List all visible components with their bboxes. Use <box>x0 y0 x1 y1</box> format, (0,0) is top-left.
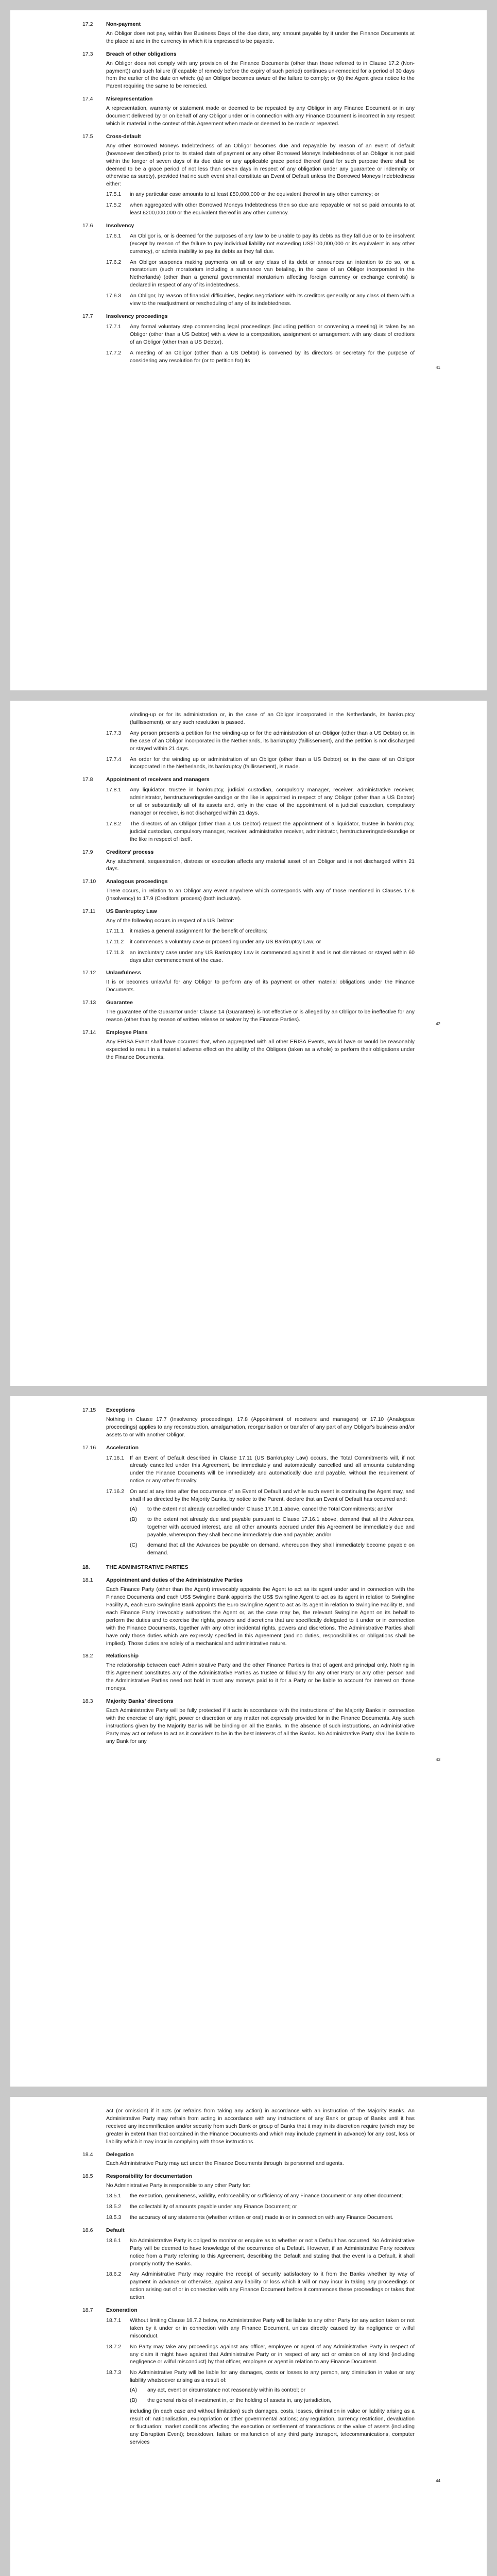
clause-number: 17.14 <box>82 1029 96 1036</box>
subclause-17-7-3 <box>106 730 415 753</box>
clause-text: Each Finance Party (other than the Agent) irrevocably appoints the Agent to act as its agent under and in connection with the Finance Documents and each US$ Swingline Bank appoints the US$ Swingline Agent to act as its agent in relation to Swingline Facility A, each Euro Swingline Bank appoints the Euro Swingline Agent to act as its agent in relation to Swingline Facility B, and each Finance Party irrevocably authorises the Agent or, as the case may be, the relevant Swingline Agent on its behalf to perform the duties and to exercise the rights, powers and discretions that are specifically delegated to it under or in connection with the Finance Documents, together with any other incidental rights, powers and discretions. The Administrative Parties shall have only those duties which are expressly specified in this Agreement (and no duties, responsibilities or obligations shall be implied). Those duties are solely of a mechanical and administrative nature. <box>106 1586 415 1647</box>
clause-text: There occurs, in relation to an Obligor any event anywhere which corresponds with any of those mentioned in Clauses 17.6 (Insolvency) to 17.9 (Creditors' process) (both inclusive). <box>106 888 415 902</box>
subclause-number: 18.5.2 <box>106 2204 122 2210</box>
clause-number: 17.4 <box>82 96 93 103</box>
clause-title: Insolvency proceedings <box>106 313 168 319</box>
list-item-b <box>130 2397 415 2404</box>
list-item-b <box>130 1516 415 1539</box>
subclause-text: in any particular case amounts to at least £50,000,000 or the equivalent thereof in any other currency; or <box>130 191 380 198</box>
subclause-number: 18.7.1 <box>106 2317 122 2324</box>
list-text: the general risks of investment in, or the holding of assets in, any jurisdiction, <box>147 2397 332 2404</box>
subclause-text: A meeting of an Obligor (other than a US Debtor) is convened by its directors or secretary for the purpose of considering any resolution for (or to petition for) its <box>130 349 415 364</box>
subclause-number: 18.5.3 <box>106 2214 122 2221</box>
clause-text: An Obligor does not comply with any provision of the Finance Documents (other than those referred to in Clause 17.2 (Non-payment)) and such failure (if capable of remedy before the expiry of such period) continues un-remedied for a period of 30 days from the earlier of the date on which: (a) an Obligor becomes aware of the failure to comply; or (b) the Agent gives notice to the Parent requiring the same to be remedied. <box>106 60 415 90</box>
clause-title: Misrepresentation <box>106 96 153 103</box>
clause-title: Guarantee <box>106 999 133 1006</box>
list-text: demand that all the Advances be payable on demand, whereupon they shall immediately become payable on demand. <box>147 1541 415 1556</box>
clause-number: 17.3 <box>82 50 93 57</box>
list-item-a <box>130 2386 415 2394</box>
subclause-number: 17.7.2 <box>106 349 122 356</box>
subclause-text: On and at any time after the occurrence of an Event of Default and while such event is continuing the Agent may, and shall if so directed by the Majority Banks, by notice to the Parent, declare that an Event of Default has occurred and: <box>130 1488 415 1503</box>
clause-text: Each Administrative Party will be fully protected if it acts in accordance with the instructions of the Majority Banks in connection with the exercise of any right, power or discretion or any matter not expressly provided for in the Finance Documents. Any such instructions given by the Majority Banks will be binding on all the Banks. In the absence of such instructions, an Administrative Party may act or refuse to act as it considers to be in the best interests of all the Banks. No Administrative Party shall be liable to any Bank for any <box>106 1707 415 1744</box>
clause-number: 17.2 <box>82 21 93 27</box>
clause-title: Non-payment <box>106 21 141 27</box>
clause-17-3 <box>82 50 415 91</box>
subclause-number: 17.6.3 <box>106 293 122 299</box>
subclause-text: The directors of an Obligor (other than a US Debtor) request the appointment of a liquidator, trustee in bankruptcy, judicial custodian, compulsory manager, receiver, administrative receiver, administrator, herstructureringsdeskundige or the like in respect of itself. <box>130 820 415 842</box>
subclause-text: the collectability of amounts payable under any Finance Document; or <box>130 2204 297 2210</box>
clause-number: 17.12 <box>82 970 96 976</box>
clause-title: Acceleration <box>106 1444 139 1451</box>
subclause-17-8-2 <box>106 820 415 843</box>
subclause-18-5-1 <box>106 2192 415 2200</box>
subclause-number: 17.5.2 <box>106 202 122 209</box>
page-number: 43 <box>436 1757 440 1762</box>
list-marker: (C) <box>130 1541 138 1548</box>
subclause-17-5-1 <box>106 191 415 198</box>
clause-title: Default <box>106 2227 125 2233</box>
clause-17-5 <box>82 133 415 217</box>
subclause-number: 17.7.3 <box>106 730 122 736</box>
subclause-text: it makes a general assignment for the benefit of creditors; <box>130 927 268 934</box>
subclause-number: 18.5.1 <box>106 2193 122 2199</box>
clause-number: 18.1 <box>82 1577 93 1584</box>
document-page-41 <box>10 10 487 690</box>
clause-text: No Administrative Party is responsible to any other Party for: <box>106 2182 251 2189</box>
subclause-text: it commences a voluntary case or proceeding under any US Bankruptcy Law; or <box>130 938 321 945</box>
list-marker: (A) <box>130 2387 137 2394</box>
document-page-44 <box>10 2097 487 2576</box>
subclause-17-16-2 <box>106 1488 415 1556</box>
subclause-number: 17.16.2 <box>106 1488 125 1495</box>
subclause-17-7-2 <box>106 349 415 365</box>
subclause-17-8-1 <box>106 786 415 817</box>
clause-text: Any of the following occurs in respect of a US Debtor: <box>106 917 234 924</box>
clause-17-2 <box>82 21 415 45</box>
subclause-17-6-1 <box>106 232 415 256</box>
clause-17-7 <box>82 313 415 364</box>
subclause-text: An Obligor, by reason of financial difficulties, begins negotiations with its creditors generally or any class of them with a view to the readjustment or rescheduling of any of its indebtedness. <box>130 293 415 307</box>
document-page-43 <box>10 1396 487 2087</box>
clause-number: 17.9 <box>82 849 93 855</box>
document-page-42 <box>10 701 487 1386</box>
subclause-17-7-4 <box>106 756 415 771</box>
clause-18-6 <box>82 2227 415 2301</box>
subclause-text: No Party may take any proceedings against any officer, employee or agent of any Administrative Party in respect of any claim it might have against that Administrative Party or in respect of any act or omission of any kind (including negligence or wilful misconduct) by that officer, employee or agent in relation to any Finance Document. <box>130 2343 415 2365</box>
clause-17-10 <box>82 878 415 903</box>
list-item-c <box>130 1541 415 1557</box>
page-number: 42 <box>436 1022 440 1026</box>
clause-title: Analogous proceedings <box>106 878 168 885</box>
clause-18-7 <box>82 2307 415 2446</box>
clause-18-5 <box>82 2173 415 2222</box>
subclause-number: 17.8.1 <box>106 787 122 793</box>
subclause-number: 18.7.3 <box>106 2369 122 2376</box>
subclause-number: 17.6.1 <box>106 232 122 239</box>
clause-number: 17.5 <box>82 133 93 140</box>
clause-title: Delegation <box>106 2151 134 2158</box>
list-item-a <box>130 1505 415 1513</box>
subclause-number: 17.11.2 <box>106 938 124 945</box>
subclause-text: An order for the winding up or administration of an Obligor (other than a US Debtor) or, in the case of an Obligor incorporated in the Netherlands, its bankruptcy (faillissement), is made. <box>130 756 415 770</box>
clause-number: 17.8 <box>82 776 93 783</box>
clause-number: 18.5 <box>82 2173 93 2180</box>
clause-text: A representation, warranty or statement made or deemed to be repeated by any Obligor in any Finance Document or in any document delivered by or on behalf of any Obligor under or in connection with any Finance Document is incorrect in any respect which is material in the context of this Agreement when made or deemed to be made or repeated. <box>106 105 415 127</box>
subclause-text: An Obligor suspends making payments on all or any class of its debt or announces an intention to do so, or a moratorium (such moratorium including a surseance van betaling, in the case of an Obligor incorporated in the Netherlands) (other than a general governmental moratorium affecting foreign currency or exchange controls) is declared in respect of any of its indebtedness. <box>130 259 415 289</box>
subclause-18-5-3 <box>106 2214 415 2222</box>
subclause-number: 17.11.3 <box>106 949 124 956</box>
clause-17-7-continued <box>82 711 415 771</box>
subclause-number: 17.11.1 <box>106 927 124 934</box>
subclause-number: 18.6.1 <box>106 2237 122 2244</box>
subclause-text: Any formal voluntary step commencing legal proceedings (including petition or convening a meeting) is taken by an Obligor (other than a US Debtor) with a view to a composition, assignment or arrangement with any class of creditors of an Obligor (other than a US Debtor). <box>130 323 415 345</box>
subclause-number: 17.6.2 <box>106 259 122 265</box>
clause-number: 18.6 <box>82 2227 93 2233</box>
clause-17-4 <box>82 95 415 128</box>
subclause-18-6-1 <box>106 2237 415 2268</box>
list-text: to the extent not already cancelled under Clause 17.16.1 above, cancel the Total Commitments; and/or <box>147 1505 393 1512</box>
clause-number: 17.7 <box>82 313 93 319</box>
clause-17-16 <box>82 1444 415 1557</box>
subclause-number: 17.8.2 <box>106 820 122 827</box>
list-marker: (B) <box>130 1516 137 1522</box>
subclause-text: the execution, genuineness, validity, enforceability or sufficiency of any Finance Document or any other document; <box>130 2193 403 2199</box>
subclause-text: the accuracy of any statements (whether written or oral) made in or in connection with any Finance Document. <box>130 2214 393 2221</box>
clause-18-4 <box>82 2151 415 2168</box>
section-title: THE ADMINISTRATIVE PARTIES <box>106 1564 188 1571</box>
subclause-text: Any liquidator, trustee in bankruptcy, judicial custodian, compulsory manager, receiver, administrative receiver, administrator, herstructureringsdeskundige or the like is appointed in respect of any Obligor (other than a US Debtor) or all or substantially all of its assets and, only in the case of the appointment of a judicial custodian, compulsory manager or receiver, is not discharged within 21 days. <box>130 787 415 816</box>
clause-number: 18.7 <box>82 2307 93 2314</box>
clause-text: The guarantee of the Guarantor under Clause 14 (Guarantee) is not effective or is alleged by an Obligor to be ineffective for any reason (other than by reason of written release or waiver by the Finance Parties). <box>106 1009 415 1023</box>
clause-text: It is or becomes unlawful for any Obligor to perform any of its payment or other material obligations under the Finance Documents. <box>106 979 415 993</box>
page-number: 41 <box>436 365 440 370</box>
continued-text: act (or omission) if it acts (or refrains from taking any action) in accordance with an instruction of the Majority Banks. An Administrative Party may refrain from acting in accordance with any instructions of any Bank or group of Banks until it has received any indemnification and/or security from such Bank or group of Banks that it may in its discretion require (which may be greater in extent than that contained in the Finance Documents and which may include payment in advance) for any cost, loss or liability which it may incur in complying with those instructions. <box>106 2108 415 2145</box>
clause-title: Breach of other obligations <box>106 50 177 57</box>
clause-title: Responsibility for documentation <box>106 2173 192 2180</box>
clause-number: 18.4 <box>82 2151 93 2158</box>
subclause-17-11-1 <box>106 927 415 935</box>
clause-title: Relationship <box>106 1653 139 1659</box>
clause-title: Majority Banks' directions <box>106 1698 174 1704</box>
clause-17-12 <box>82 969 415 994</box>
clause-number: 18.2 <box>82 1653 93 1659</box>
clause-number: 17.15 <box>82 1407 96 1413</box>
subclause-number: 17.7.4 <box>106 756 122 762</box>
subclause-number: 17.7.1 <box>106 323 122 330</box>
subclause-17-5-2 <box>106 201 415 217</box>
subclause-number: 17.5.1 <box>106 191 122 198</box>
clause-text: An Obligor does not pay, within five Business Days of the due date, any amount payable by it under the Finance Documents at the place at and in the currency in which it is expressed to be payable. <box>106 30 415 44</box>
page-number: 44 <box>436 2479 440 2483</box>
clause-number: 17.11 <box>82 908 96 915</box>
clause-text: Any attachment, sequestration, distress or execution affects any material asset of an Obligor and is not discharged within 21 days. <box>106 858 415 872</box>
clause-text: Any other Borrowed Moneys Indebtedness of an Obligor becomes due and repayable by reason of an event of default (howsoever described) prior to its stated date of payment or any other Borrowed Moneys Indebtedness of an Obligor is not paid within the longer of seven days of its due date or any applicable grace period thereof (and for such purpose there shall be deemed to be a grace period of not less than seven days in respect of any obligation under any guarantee or indemnity or otherwise as surety), provided that no such event shall constitute an Event of Default unless the Borrowed Moneys Indebtedness either: <box>106 142 415 188</box>
section-number: 18. <box>82 1564 90 1571</box>
clause-18-1 <box>82 1577 415 1647</box>
subclause-17-11-2 <box>106 938 415 946</box>
clause-title: Cross-default <box>106 133 141 140</box>
list-text: any act, event or circumstance not reasonably within its control; or <box>147 2387 305 2394</box>
clause-17-9 <box>82 849 415 873</box>
subclause-text: No Administrative Party will be liable for any damages, costs or losses to any person, any diminution in value or any liability whatsoever arising as a result of: <box>130 2369 415 2384</box>
clause-title: US Bankruptcy Law <box>106 908 157 915</box>
clause-18-3 <box>82 1698 415 1745</box>
subclause-18-6-2 <box>106 2270 415 2301</box>
clause-number: 17.6 <box>82 222 93 229</box>
clause-title: Unlawfulness <box>106 970 141 976</box>
list-marker: (B) <box>130 2397 137 2404</box>
list-marker: (A) <box>130 1505 137 1512</box>
clause-title: Insolvency <box>106 222 134 229</box>
subclause-number: 17.16.1 <box>106 1454 125 1461</box>
clause-18-3-continued <box>82 2107 415 2146</box>
clause-number: 17.16 <box>82 1444 96 1451</box>
subclause-number: 18.7.2 <box>106 2343 122 2350</box>
clause-number: 18.3 <box>82 1698 93 1704</box>
subclause-text: An Obligor is, or is deemed for the purposes of any law to be unable to pay its debts as they fall due or to be insolvent (except by reason of the failure to pay individual liability not exceeding US$100,000,000 or its equivalent in any other currency), or admits inability to pay its debts as they fall due. <box>130 232 415 255</box>
clause-text: The relationship between each Administrative Party and the other Finance Parties is that of agent and principal only. Nothing in this Agreement constitutes any of the Administrative Parties as trustee or fiduciary for any other Party or any other person and the Administrative Parties need not hold in trust any moneys paid to it for a Party or be liable to account for interest on those moneys. <box>106 1662 415 1692</box>
clause-text: Each Administrative Party may act under the Finance Documents through its personnel and agents. <box>106 2160 344 2167</box>
subclause-text: when aggregated with other Borrowed Moneys Indebtedness then so due and repayable or not so paid amounts to at least £200,000,000 or the equivalent thereof in any other currency. <box>130 202 415 216</box>
subclause-18-7-2 <box>106 2343 415 2366</box>
subclause-18-7-3 <box>106 2369 415 2404</box>
subclause-17-16-1 <box>106 1454 415 1485</box>
subclause-17-6-2 <box>106 259 415 290</box>
clause-title: Exoneration <box>106 2307 138 2314</box>
subclause-number: 18.6.2 <box>106 2271 122 2278</box>
subclause-text: If an Event of Default described in Clause 17.11 (US Bankruptcy Law) occurs, the Total Commitments will, if not already cancelled under this Agreement, be immediately and automatically cancelled and all amounts outstanding under the Finance Documents will be immediately and automatically due and payable, without the requirement of notice or any other formality. <box>130 1454 415 1484</box>
subclause-text: Without limiting Clause 18.7.2 below, no Administrative Party will be liable to any other Party for any action taken or not taken by it under or in connection with any Finance Document, unless directly caused by its negligence or wilful misconduct. <box>130 2317 415 2339</box>
section-18-heading <box>82 1564 415 1571</box>
clause-title: Exceptions <box>106 1407 135 1413</box>
clause-title: Employee Plans <box>106 1029 148 1036</box>
subclause-17-6-3 <box>106 292 415 308</box>
continued-text: winding-up or for its administration or, in the case of an Obligor incorporated in the Netherlands, its bankruptcy (faillissement), or any such resolution is passed. <box>130 711 415 725</box>
clause-number: 17.13 <box>82 999 96 1006</box>
list-text: to the extent not already due and payable pursuant to Clause 17.16.1 above, demand that all the Advances, together with accrued interest, and all other amounts accrued under this Agreement be immediately due and payable, whereupon they shall become immediately due and payable; and/or <box>147 1516 415 1538</box>
clause-text: Nothing in Clause 17.7 (Insolvency proceedings), 17.8 (Appointment of receivers and managers) or 17.10 (Analogous proceedings) applies to any reconstruction, amalgamation, reorganisation or transfer of any part of any Obligor's business and/or assets to or with another Obligor. <box>106 1416 415 1438</box>
subclause-18-7-1 <box>106 2317 415 2340</box>
clause-17-6 <box>82 222 415 308</box>
clause-number: 17.10 <box>82 878 96 885</box>
clause-17-13 <box>82 999 415 1024</box>
clause-text: Any ERISA Event shall have occurred that, when aggregated with all other ERISA Events, would have or would be reasonably expected to result in a material adverse effect on the ability of the Obligors (taken as a whole) to perform their obligations under the Finance Documents. <box>106 1038 415 1060</box>
subclause-text: No Administrative Party is obliged to monitor or enquire as to whether or not a Default has occurred. No Administrative Party will be deemed to have knowledge of the occurrence of a Default. However, if an Administrative Party receives notice from a Party referring to this Agreement, describing the Default and stating that the event is a Default, it shall promptly notify the Banks. <box>130 2237 415 2267</box>
clause-17-8 <box>82 776 415 843</box>
subclause-17-11-3 <box>106 949 415 964</box>
subclause-17-7-1 <box>106 323 415 346</box>
clause-17-14 <box>82 1029 415 1061</box>
subclause-text: Any person presents a petition for the winding-up or for the administration of an Obligor (other than a US Debtor) or, in the case of an Obligor incorporated in the Netherlands, its bankruptcy (faillissement), and the petition is not discharged or stayed within 21 days. <box>130 730 415 752</box>
clause-18-2 <box>82 1652 415 1692</box>
clause-17-11 <box>82 908 415 964</box>
clause-title: Creditors' process <box>106 849 154 855</box>
continued-text: including (in each case and without limitation) such damages, costs, losses, diminution in value or liability arising as a result of: nationalisation, expropriation or other governmental actions; any regulation, currency restriction, devaluation or fluctuation; market conditions affecting the execution or settlement of transactions or the value of assets (including any Disruption Event); breakdown, failure or malfunction of any third party transport, telecommunications, computer services <box>130 2408 415 2445</box>
subclause-text: Any Administrative Party may require the receipt of security satisfactory to it from the Banks whether by way of payment in advance or otherwise, against any liability or loss which it will or may incur in taking any proceedings or action arising out of or in connection with any Finance Document before it commences these proceedings or takes that action. <box>130 2271 415 2301</box>
clause-title: Appointment of receivers and managers <box>106 776 210 783</box>
subclause-text: an involuntary case under any US Bankruptcy Law is commenced against it and is not dismissed or stayed within 60 days after commencement of the case. <box>130 949 415 963</box>
clause-title: Appointment and duties of the Administrative Parties <box>106 1577 243 1584</box>
clause-17-15 <box>82 1406 415 1439</box>
subclause-18-5-2 <box>106 2203 415 2211</box>
